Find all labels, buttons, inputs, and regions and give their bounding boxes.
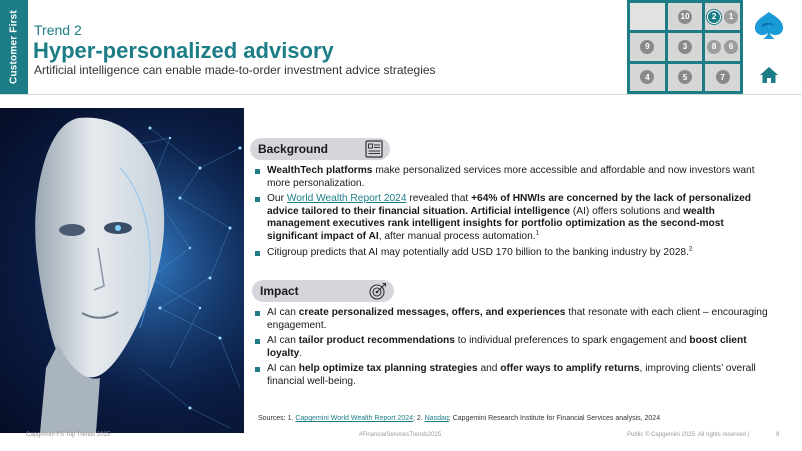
nav-grid-cell[interactable] [630, 33, 665, 60]
nav-grid-cell[interactable] [668, 33, 703, 60]
trend-9-button[interactable]: 9 [640, 40, 654, 54]
nav-grid-cell[interactable] [668, 64, 703, 91]
header-divider [0, 94, 802, 95]
section-tab-label: Customer First [8, 10, 20, 84]
list-item: AI can create personalized messages, offers, and experiences that resonate with each client – encouraging engagement. [254, 307, 774, 332]
trend-4-button[interactable]: 4 [640, 70, 654, 84]
list-item: Citigroup predicts that AI may potentially add USD 170 billion to the banking industry by 2028.$^2$ [254, 247, 774, 260]
trend-6-button[interactable]: 6 [724, 40, 738, 54]
page-subtitle: Artificial intelligence can enable made-to-order investment advice strategies [34, 63, 436, 77]
page-title: Hyper-personalized advisory [33, 38, 334, 63]
ai-face-image [0, 108, 244, 433]
home-icon[interactable] [759, 66, 779, 84]
nav-grid-cell[interactable] [630, 64, 665, 91]
page-number: 8 [776, 432, 780, 438]
background-heading: Background [258, 142, 329, 156]
target-icon [368, 281, 388, 301]
background-heading-pill [250, 138, 390, 160]
nav-grid-cell[interactable] [705, 33, 740, 60]
list-item: AI can tailor product recommendations to individual preferences to spark engagement and boost client loyalty. [254, 335, 774, 360]
source-link-world-wealth-report[interactable]: Capgemini World Wealth Report 2024 [295, 415, 413, 422]
nav-grid-cell [630, 3, 665, 30]
trend-8-button[interactable]: 8 [707, 40, 721, 54]
nav-grid-cell[interactable] [668, 3, 703, 30]
trend-navigation-grid [627, 0, 743, 94]
trend-2-button[interactable]: 2 [707, 10, 721, 24]
list-item: AI can help optimize tax planning strategies and offer ways to amplify returns, improving clients’ overall financial well-being. [254, 363, 774, 388]
list-item: Our World Wealth Report 2024 revealed that +64% of HNWIs are concerned by the lack of personalized advice tailored to their financial situation. Artificial intelligence (AI) offers solutions and wealth management executives rank intelligent insights for portfolio optimization as the second-most significant impact of AI, after manual process automation.$^1$ [254, 193, 774, 243]
nav-grid-cell[interactable] [705, 64, 740, 91]
source-link-nasdaq[interactable]: Nasdaq [424, 415, 449, 422]
footer-report-name: Capgemini FS Top Trends 2025 [26, 432, 111, 438]
impact-bullet-list [254, 307, 774, 392]
trend-10-button[interactable]: 10 [678, 10, 692, 24]
trend-5-button[interactable]: 5 [678, 70, 692, 84]
background-bullet-list [254, 165, 774, 262]
document-list-icon [364, 139, 384, 159]
footer-copyright: Public © Capgemini 2025. All rights reserved | [627, 432, 750, 438]
capgemini-spade-icon [753, 10, 785, 40]
trend-1-button[interactable]: 1 [724, 10, 738, 24]
trend-label: Trend 2 [34, 22, 82, 38]
impact-heading: Impact [260, 284, 299, 298]
trend-7-button[interactable]: 7 [716, 70, 730, 84]
impact-heading-pill [252, 280, 394, 302]
world-wealth-report-link[interactable]: World Wealth Report 2024 [286, 193, 407, 205]
nav-grid-cell[interactable] [705, 3, 740, 30]
section-tab [0, 0, 28, 94]
sources-note: Sources: 1. Capgemini World Wealth Report 2024; 2. Nasdaq; Capgemini Research Institute for Financial Services analysis, 2024 [258, 415, 661, 422]
footer-hashtag: #FinancialServicesTrends2025 [359, 432, 442, 438]
trend-3-button[interactable]: 3 [678, 40, 692, 54]
list-item: WealthTech platforms make personalized services more accessible and affordable and now investors want more personalization. [254, 165, 774, 190]
